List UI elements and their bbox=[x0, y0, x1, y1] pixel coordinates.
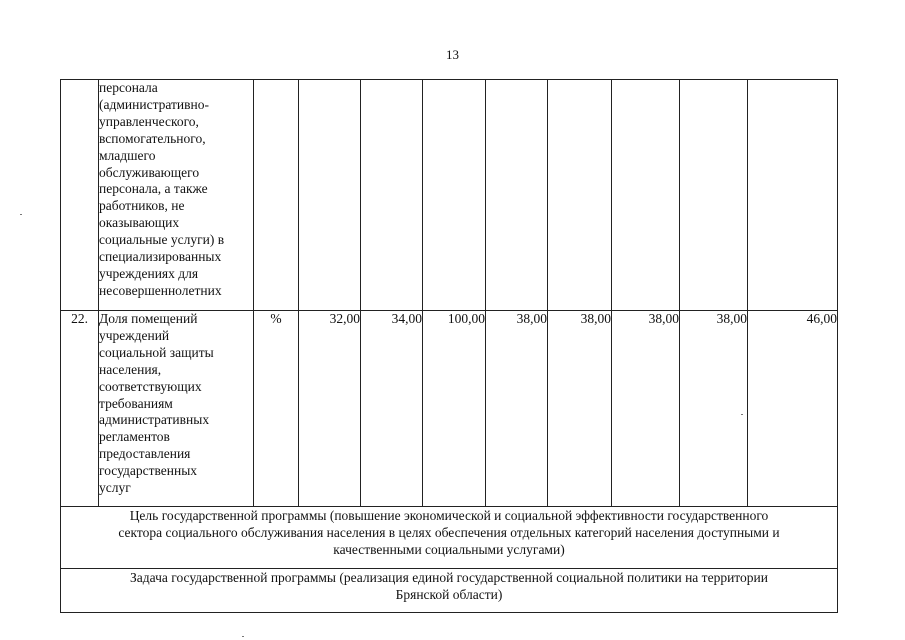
indicators-table bbox=[60, 79, 838, 613]
indicator-name-line: учреждениях для bbox=[99, 265, 199, 281]
value-cell: 38,00 bbox=[680, 311, 748, 507]
indicator-name bbox=[99, 311, 254, 507]
goal-line: сектора социального обслуживания населения в целях обеспечения отдельных категорий населения доступными и bbox=[118, 525, 780, 540]
value-cell: 34,00 bbox=[361, 311, 423, 507]
scan-speck bbox=[20, 214, 22, 215]
indicator-name-line: оказывающих bbox=[99, 215, 180, 231]
indicator-name-line: специализированных bbox=[99, 249, 222, 265]
indicator-name-line: Доля помещений bbox=[99, 311, 198, 326]
value-cell bbox=[423, 80, 486, 311]
indicator-name-line: вспомогательного, bbox=[99, 130, 206, 146]
indicator-name-line: социальные услуги) в bbox=[99, 232, 225, 248]
row-number bbox=[61, 80, 99, 311]
goal-line: Цель государственной программы (повышение экономической и социальной эффективности государственного bbox=[129, 508, 769, 523]
unit-cell bbox=[254, 80, 299, 311]
goal-line: качественными социальными услугами) bbox=[333, 542, 565, 557]
indicator-name-line: (административно- bbox=[99, 96, 209, 112]
task-line: Задача государственной программы (реализация единой государственной социальной политики на территории bbox=[130, 570, 768, 585]
indicator-name-line: населения, bbox=[99, 361, 162, 377]
value-cell: 100,00 bbox=[423, 311, 486, 507]
indicator-name-line: обслуживающего bbox=[99, 164, 200, 180]
unit-cell: % bbox=[254, 311, 299, 507]
page-number: 13 bbox=[446, 47, 459, 62]
indicator-name-line: соответствующих bbox=[99, 378, 202, 394]
indicator-name-line: услуг bbox=[99, 480, 131, 496]
indicator-name-line: несовершеннолетних bbox=[99, 282, 222, 298]
indicator-name-line: управленческого, bbox=[99, 113, 199, 129]
indicator-name-line: учреждений bbox=[99, 327, 170, 343]
indicator-name-line: работников, не bbox=[99, 198, 185, 214]
indicator-name-line: государственных bbox=[99, 463, 198, 479]
task-line: Брянской области) bbox=[395, 587, 503, 602]
task-row bbox=[61, 569, 838, 613]
row-number: 22. bbox=[61, 311, 99, 507]
scan-speck bbox=[242, 636, 244, 637]
indicator-name-line: персонала bbox=[99, 80, 158, 95]
value-cell bbox=[299, 80, 361, 311]
value-cell bbox=[548, 80, 612, 311]
indicator-name bbox=[99, 80, 254, 311]
goal-cell bbox=[61, 507, 838, 569]
indicator-name-line: административных bbox=[99, 412, 210, 428]
value-cell: 38,00 bbox=[486, 311, 548, 507]
indicator-name-line: социальной защиты bbox=[99, 344, 214, 360]
value-cell: 46,00 bbox=[748, 311, 838, 507]
value-cell bbox=[748, 80, 838, 311]
indicator-name-line: персонала, а также bbox=[99, 181, 208, 197]
indicator-name-line: требованиям bbox=[99, 395, 173, 411]
value-cell bbox=[486, 80, 548, 311]
table-row bbox=[61, 311, 838, 507]
goal-row bbox=[61, 507, 838, 569]
task-cell bbox=[61, 569, 838, 613]
table-row bbox=[61, 80, 838, 311]
scan-speck bbox=[741, 414, 743, 415]
value-cell bbox=[361, 80, 423, 311]
value-cell bbox=[612, 80, 680, 311]
value-cell: 38,00 bbox=[612, 311, 680, 507]
indicator-name-line: регламентов bbox=[99, 429, 170, 445]
value-cell bbox=[680, 80, 748, 311]
indicator-name-line: младшего bbox=[99, 147, 156, 163]
value-cell: 38,00 bbox=[548, 311, 612, 507]
value-cell: 32,00 bbox=[299, 311, 361, 507]
indicator-name-line: предоставления bbox=[99, 446, 191, 462]
